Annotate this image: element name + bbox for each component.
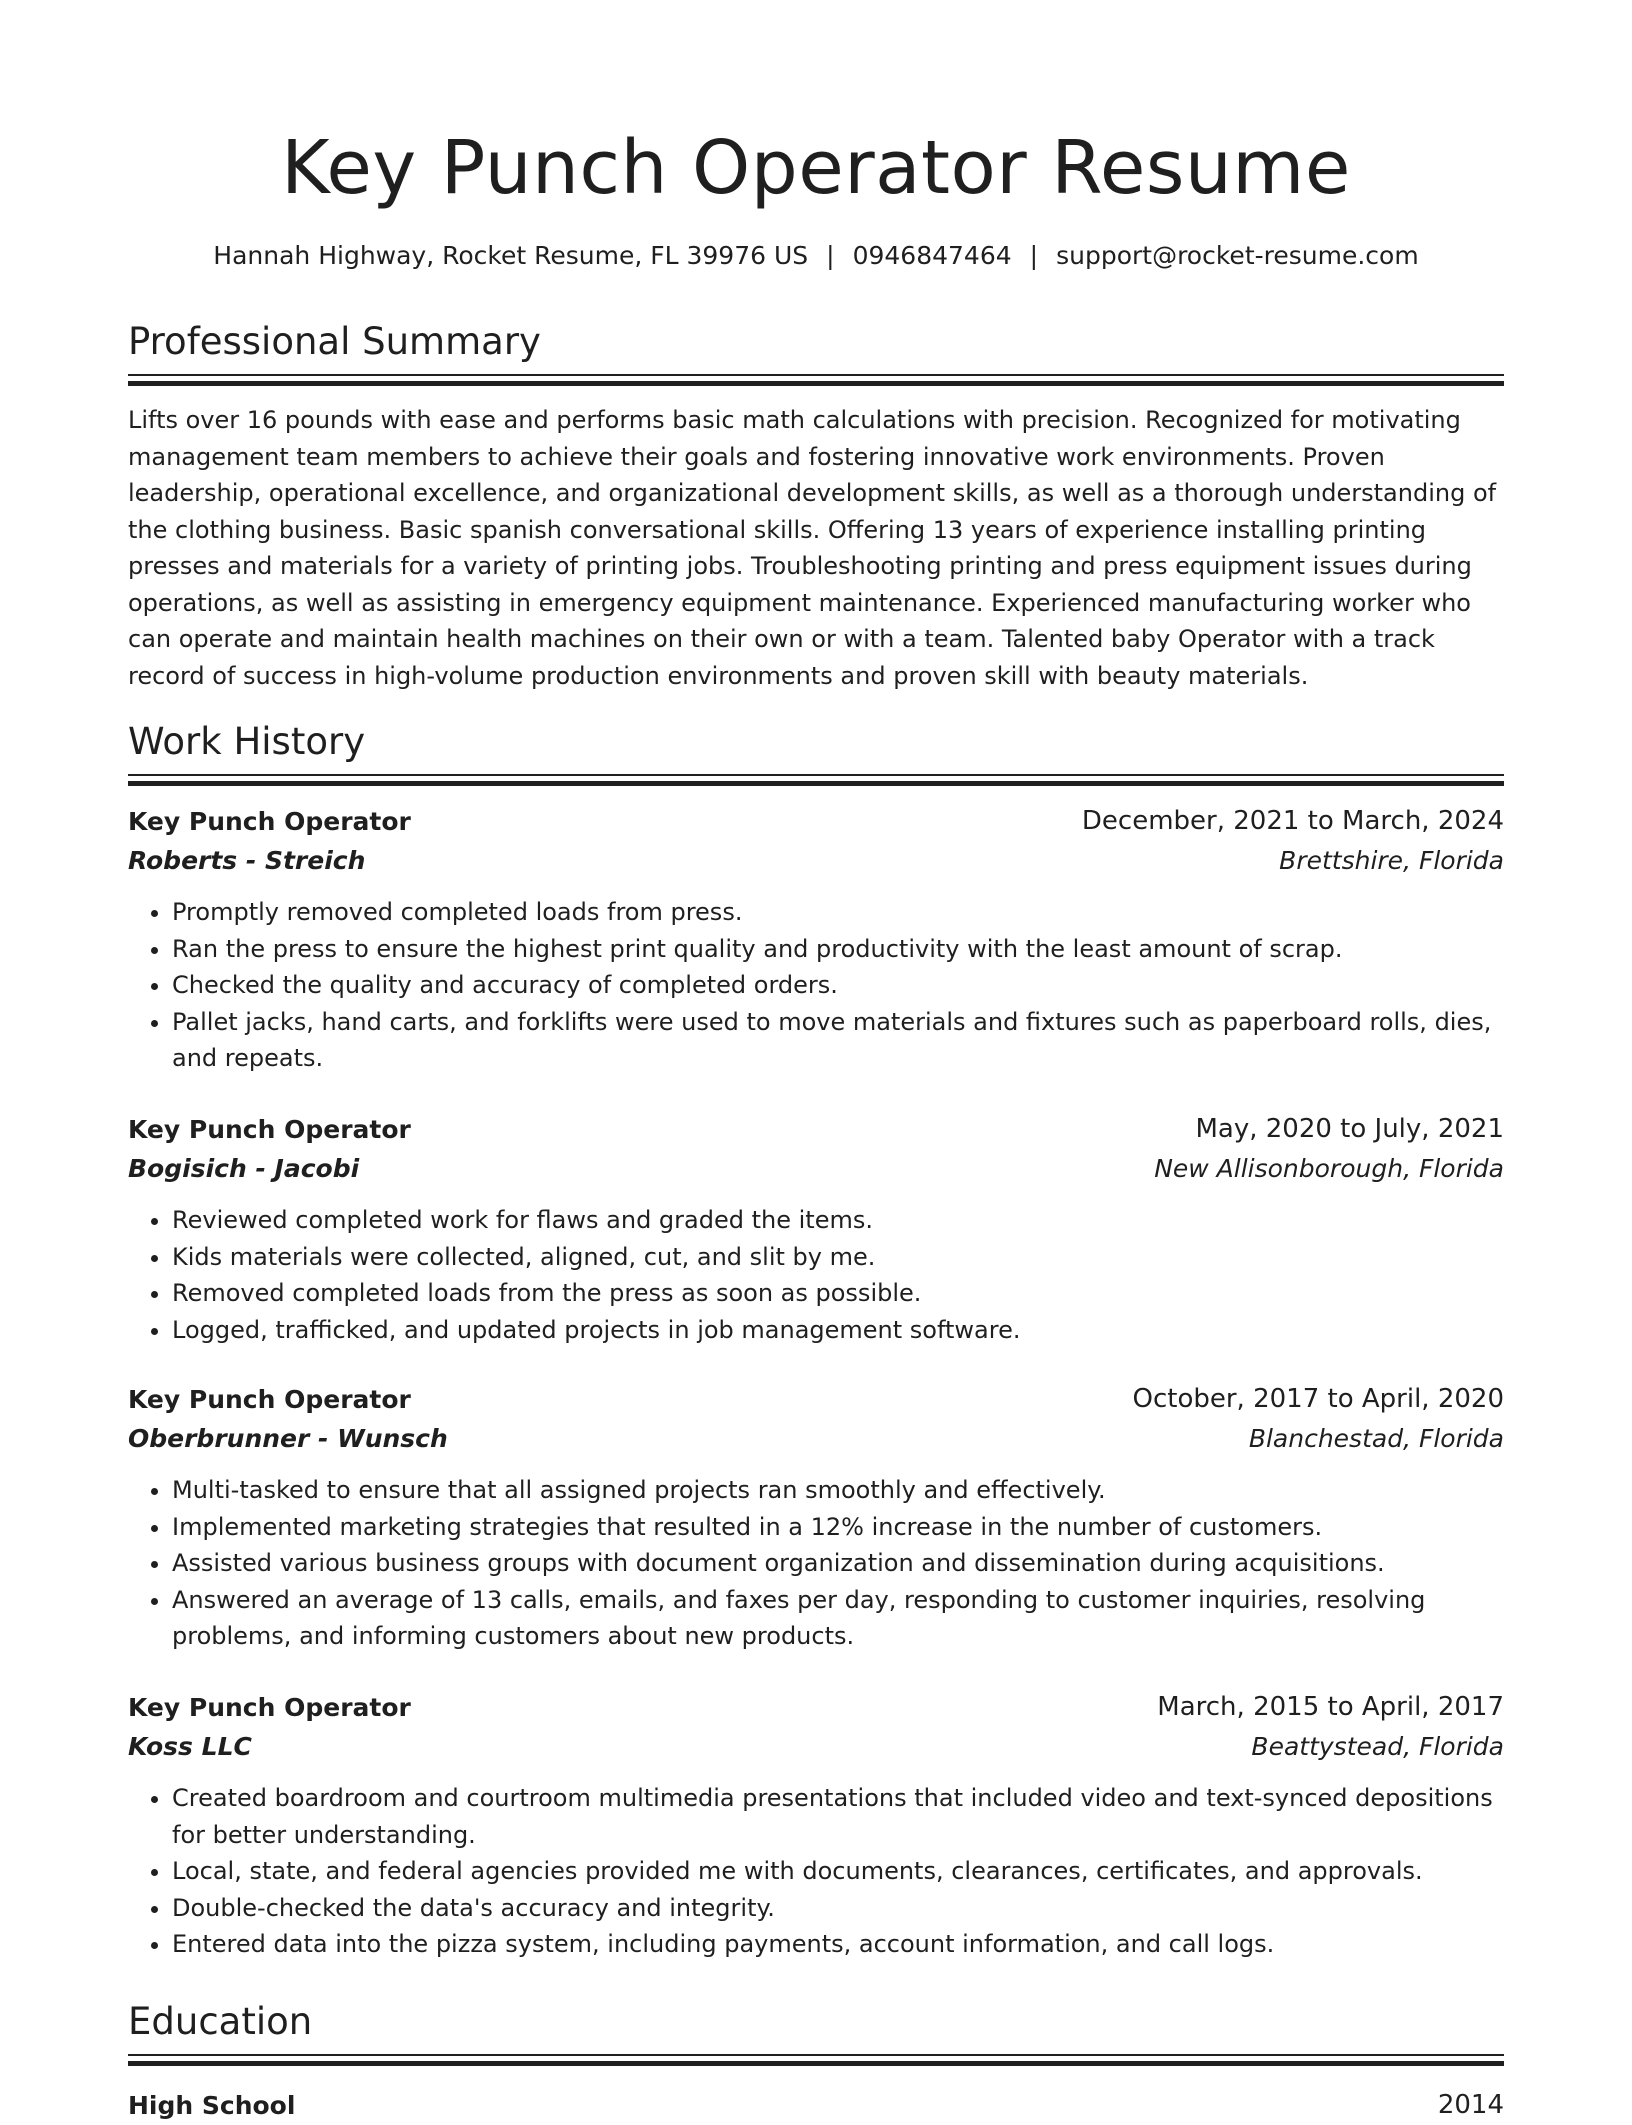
- job-location: Blanchestad, Florida: [1248, 1424, 1504, 1453]
- section-divider: [128, 774, 1504, 786]
- job-bullet-list: [128, 1780, 1504, 1963]
- resume-title: Key Punch Operator Resume: [281, 125, 1351, 211]
- job-bullet: • Implemented marketing strategies that resulted in a 12% increase in the number of customers.: [172, 1509, 1504, 1546]
- job-bullet-list: [128, 894, 1504, 1077]
- contact-line: [128, 238, 1504, 274]
- job-entry: [128, 1110, 1504, 1348]
- job-dates: December, 2021 to March, 2024: [1081, 806, 1504, 836]
- summary-text: Lifts over 16 pounds with ease and performs basic math calculations with precision. Recognized for motivating management team members to achieve their goals and fostering innovative work environments. Proven leadership, operational excellence, and organizational development skills, as well as a thorough understanding of the clothing business. Basic spanish conversational skills. Offering 13 years of experience installing printing presses and materials for a variety of printing jobs. Troubleshooting printing and press equipment issues during operations, as well as assisting in emergency equipment maintenance. Experienced manufacturing worker who can operate and maintain health machines on their own or with a team. Talented baby Operator with a track record of success in high-volume production environments and proven skill with beauty materials.: [128, 406, 1497, 690]
- job-bullet: • Assisted various business groups with document organization and dissemination during acquisitions.: [172, 1545, 1504, 1582]
- job-bullet: • Kids materials were collected, aligned, cut, and slit by me.: [172, 1239, 1504, 1276]
- job-dates: May, 2020 to July, 2021: [1195, 1114, 1504, 1144]
- contact-address: Hannah Highway, Rocket Resume, FL 39976 US: [213, 241, 809, 270]
- section-divider: [128, 374, 1504, 386]
- contact-email: support@rocket-resume.com: [1056, 241, 1419, 270]
- section-divider: [128, 2054, 1504, 2066]
- job-entry: [128, 1688, 1504, 1963]
- section-heading-education: Education: [128, 2000, 313, 2043]
- job-location: Beattystead, Florida: [1251, 1732, 1504, 1761]
- job-bullet: • Double-checked the data's accuracy and integrity.: [172, 1890, 1504, 1927]
- contact-separator: |: [826, 241, 835, 270]
- job-bullet: • Answered an average of 13 calls, emails, and faxes per day, responding to customer inquiries, resolving problems, and informing customers about new products.: [172, 1582, 1504, 1655]
- job-bullet: • Created boardroom and courtroom multimedia presentations that included video and text-synced depositions for better understanding.: [172, 1780, 1504, 1853]
- education-entry: [128, 2086, 1504, 2125]
- job-location: New Allisonborough, Florida: [1154, 1154, 1504, 1183]
- job-bullet: • Multi-tasked to ensure that all assigned projects ran smoothly and effectively.: [172, 1472, 1504, 1509]
- education-year: 2014: [1437, 2090, 1504, 2120]
- job-bullet: • Local, state, and federal agencies provided me with documents, clearances, certificates, and approvals.: [172, 1853, 1504, 1890]
- job-bullet: • Entered data into the pizza system, including payments, account information, and call logs.: [172, 1926, 1504, 1963]
- section-heading-summary: Professional Summary: [128, 320, 541, 363]
- job-dates: October, 2017 to April, 2020: [1132, 1384, 1504, 1414]
- job-title: Key Punch Operator: [128, 807, 411, 836]
- job-bullet-list: [128, 1202, 1504, 1348]
- job-title: Key Punch Operator: [128, 1115, 411, 1144]
- job-company: Bogisich - Jacobi: [128, 1154, 360, 1183]
- job-bullet: • Pallet jacks, hand carts, and forklifts were used to move materials and fixtures such as paperboard rolls, dies, and repeats.: [172, 1004, 1504, 1077]
- job-bullet: • Reviewed completed work for flaws and graded the items.: [172, 1202, 1504, 1239]
- section-heading-work-history: Work History: [128, 720, 366, 763]
- job-company: Roberts - Streich: [128, 846, 366, 875]
- job-bullet: • Checked the quality and accuracy of completed orders.: [172, 967, 1504, 1004]
- job-company: Oberbrunner - Wunsch: [128, 1424, 448, 1453]
- job-entry: [128, 802, 1504, 1077]
- job-bullet-list: [128, 1472, 1504, 1655]
- job-bullet: • Logged, trafficked, and updated projects in job management software.: [172, 1312, 1504, 1349]
- job-company: Koss LLC: [128, 1732, 252, 1761]
- job-bullet: • Ran the press to ensure the highest print quality and productivity with the least amount of scrap.: [172, 931, 1504, 968]
- contact-phone: 0946847464: [852, 241, 1012, 270]
- job-entry: [128, 1380, 1504, 1655]
- job-dates: March, 2015 to April, 2017: [1157, 1692, 1504, 1722]
- job-bullet: • Removed completed loads from the press as soon as possible.: [172, 1275, 1504, 1312]
- job-title: Key Punch Operator: [128, 1693, 411, 1722]
- education-degree: High School: [128, 2091, 296, 2120]
- job-bullet: • Promptly removed completed loads from press.: [172, 894, 1504, 931]
- job-title: Key Punch Operator: [128, 1385, 411, 1414]
- job-location: Brettshire, Florida: [1279, 846, 1504, 875]
- contact-separator: |: [1029, 241, 1039, 270]
